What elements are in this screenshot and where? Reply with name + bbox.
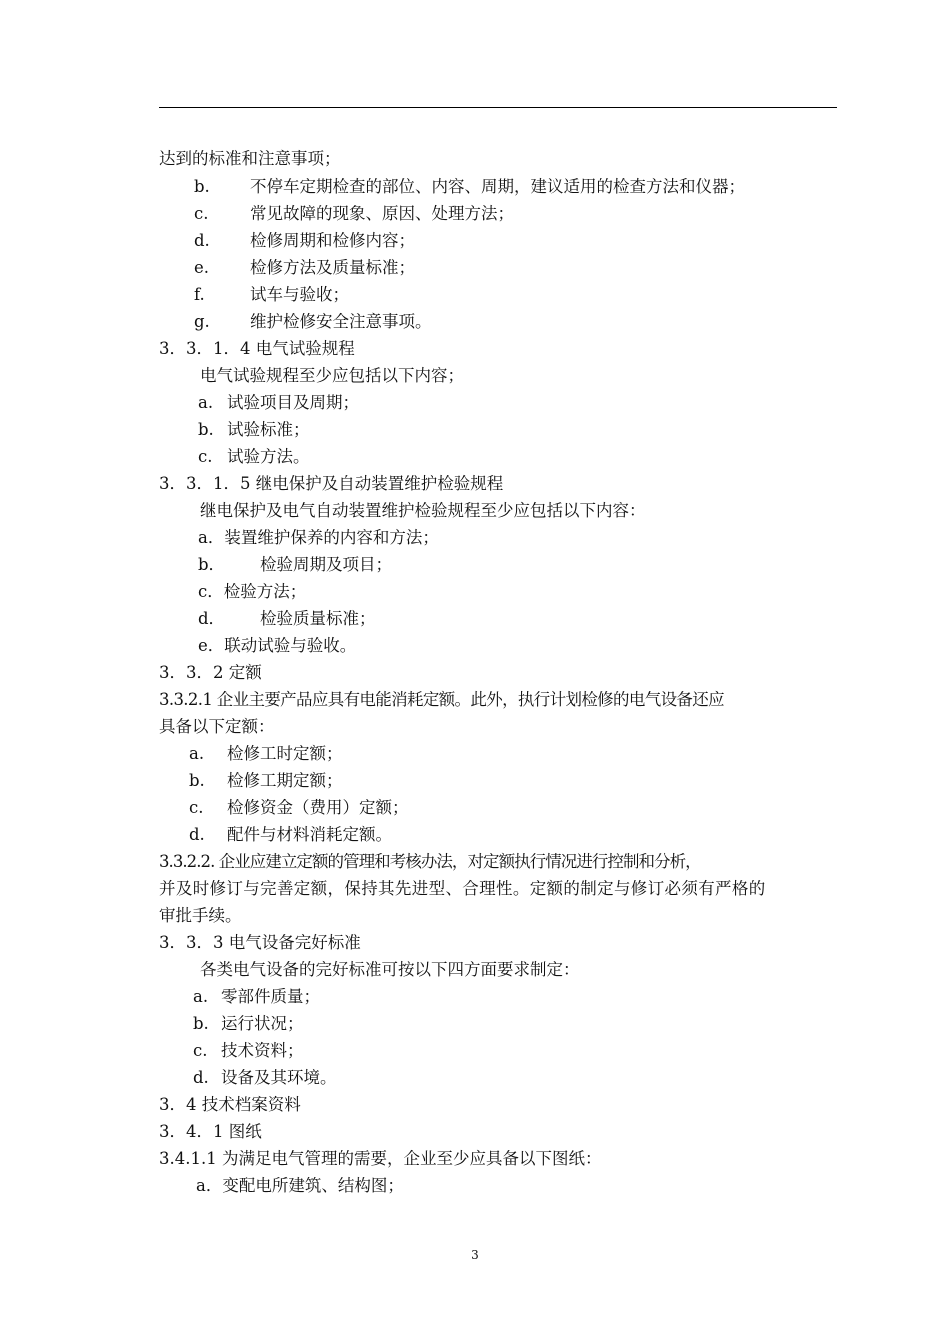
text-line <box>159 905 849 927</box>
line-text: 试验方法。 <box>227 447 310 466</box>
line-text: 各类电气设备的完好标准可按以下四方面要求制定： <box>200 960 580 979</box>
line-text: 检修工时定额； <box>227 744 343 763</box>
line-text: 检修周期和检修内容； <box>250 231 415 250</box>
list-marker: b. <box>189 771 205 790</box>
list-marker: d． <box>198 609 226 628</box>
line-text: 设备及其环境。 <box>221 1068 337 1087</box>
line-text: 继电保护及电气自动装置维护检验规程至少应包括以下内容： <box>200 501 646 520</box>
line-text: 并及时修订与完善定额，保持其先进型、合理性。定额的制定与修订必须有严格的 <box>159 879 766 898</box>
line-text: 3．3．3 电气设备完好标准 <box>159 933 361 952</box>
line-text: 维护检修安全注意事项。 <box>250 312 432 331</box>
text-line <box>159 1121 849 1143</box>
text-line <box>159 716 849 738</box>
list-marker: a. <box>193 987 209 1006</box>
header-rule <box>159 107 837 108</box>
line-text: 检修工期定额； <box>227 771 343 790</box>
text-line <box>159 662 849 684</box>
text-line <box>159 986 849 1008</box>
line-text: a．变配电所建筑、结构图； <box>196 1176 404 1195</box>
list-marker: b. <box>193 1014 209 1033</box>
text-line <box>159 311 849 333</box>
line-text: a．装置维护保养的内容和方法； <box>198 528 439 547</box>
line-text: 3．3．2 定额 <box>159 663 262 682</box>
text-line <box>159 878 849 900</box>
list-marker: f. <box>194 285 205 304</box>
list-marker: g. <box>194 312 210 331</box>
line-text: 检验周期及项目； <box>260 555 392 574</box>
text-line <box>159 257 849 279</box>
page-number: 3 <box>471 1248 479 1262</box>
text-line <box>159 1067 849 1089</box>
line-text: 达到的标准和注意事项； <box>159 149 341 168</box>
text-line <box>159 446 849 468</box>
line-text: 3．3．1．5 继电保护及自动装置维护检验规程 <box>159 474 504 493</box>
list-marker: b. <box>194 177 210 196</box>
text-line <box>159 1094 849 1116</box>
text-line <box>159 608 849 630</box>
list-marker: d. <box>193 1068 209 1087</box>
list-marker: d. <box>194 231 210 250</box>
list-marker: a. <box>189 744 205 763</box>
text-line <box>159 148 849 170</box>
text-line <box>159 1040 849 1062</box>
line-text: 检验质量标准； <box>260 609 376 628</box>
text-line <box>159 1148 849 1170</box>
text-line <box>159 527 849 549</box>
text-line <box>159 851 849 873</box>
line-text: e．联动试验与验收。 <box>198 636 357 655</box>
line-text: 电气试验规程至少应包括以下内容； <box>200 366 464 385</box>
line-text: 3．3．1．4 电气试验规程 <box>159 339 355 358</box>
line-text: 3．4 技术档案资料 <box>159 1095 301 1114</box>
text-line <box>159 824 849 846</box>
text-line <box>159 932 849 954</box>
list-marker: d. <box>189 825 205 844</box>
list-marker: b． <box>198 555 226 574</box>
line-text: 具备以下定额： <box>159 717 275 736</box>
text-line <box>159 770 849 792</box>
text-line <box>159 176 849 198</box>
line-text: 零部件质量； <box>221 987 320 1006</box>
text-line <box>159 203 849 225</box>
text-line <box>159 1175 849 1197</box>
text-line <box>159 230 849 252</box>
line-text: 检修资金（费用）定额； <box>227 798 409 817</box>
text-line <box>159 419 849 441</box>
line-text: 常见故障的现象、原因、处理方法； <box>250 204 514 223</box>
line-text: 试验标准； <box>227 420 310 439</box>
line-text: 3.3.2.1 企业主要产品应具有电能消耗定额。此外，执行计划检修的电气设备还应 <box>159 690 724 709</box>
line-text: 运行状况； <box>221 1014 304 1033</box>
text-line <box>159 338 849 360</box>
line-text: 试车与验收； <box>250 285 349 304</box>
line-text: 3.3.2.2. 企业应建立定额的管理和考核办法，对定额执行情况进行控制和分析， <box>159 852 701 871</box>
list-marker: e. <box>194 258 210 277</box>
line-text: 3．4．1 图纸 <box>159 1122 262 1141</box>
list-marker: c. <box>189 798 204 817</box>
line-text: 试验项目及周期； <box>227 393 359 412</box>
text-line <box>159 365 849 387</box>
list-marker: c. <box>194 204 209 223</box>
line-text: 审批手续。 <box>159 906 242 925</box>
line-text: 配件与材料消耗定额。 <box>227 825 392 844</box>
line-text: 技术资料； <box>221 1041 304 1060</box>
text-line <box>159 392 849 414</box>
text-line <box>159 635 849 657</box>
line-text: c．检验方法； <box>198 582 307 601</box>
text-line <box>159 959 849 981</box>
line-text: 检修方法及质量标准； <box>250 258 415 277</box>
list-marker: c. <box>193 1041 208 1060</box>
list-marker: a. <box>198 393 214 412</box>
text-line <box>159 500 849 522</box>
list-marker: c. <box>198 447 213 466</box>
line-text: 3.4.1.1 为满足电气管理的需要，企业至少应具备以下图纸： <box>159 1149 602 1168</box>
text-line <box>159 473 849 495</box>
text-line <box>159 1013 849 1035</box>
text-line <box>159 743 849 765</box>
line-text: 不停车定期检查的部位、内容、周期，建议适用的检查方法和仪器； <box>250 177 745 196</box>
text-line <box>159 581 849 603</box>
text-line <box>159 554 849 576</box>
text-line <box>159 797 849 819</box>
list-marker: b. <box>198 420 214 439</box>
text-line <box>159 284 849 306</box>
text-line <box>159 689 849 711</box>
